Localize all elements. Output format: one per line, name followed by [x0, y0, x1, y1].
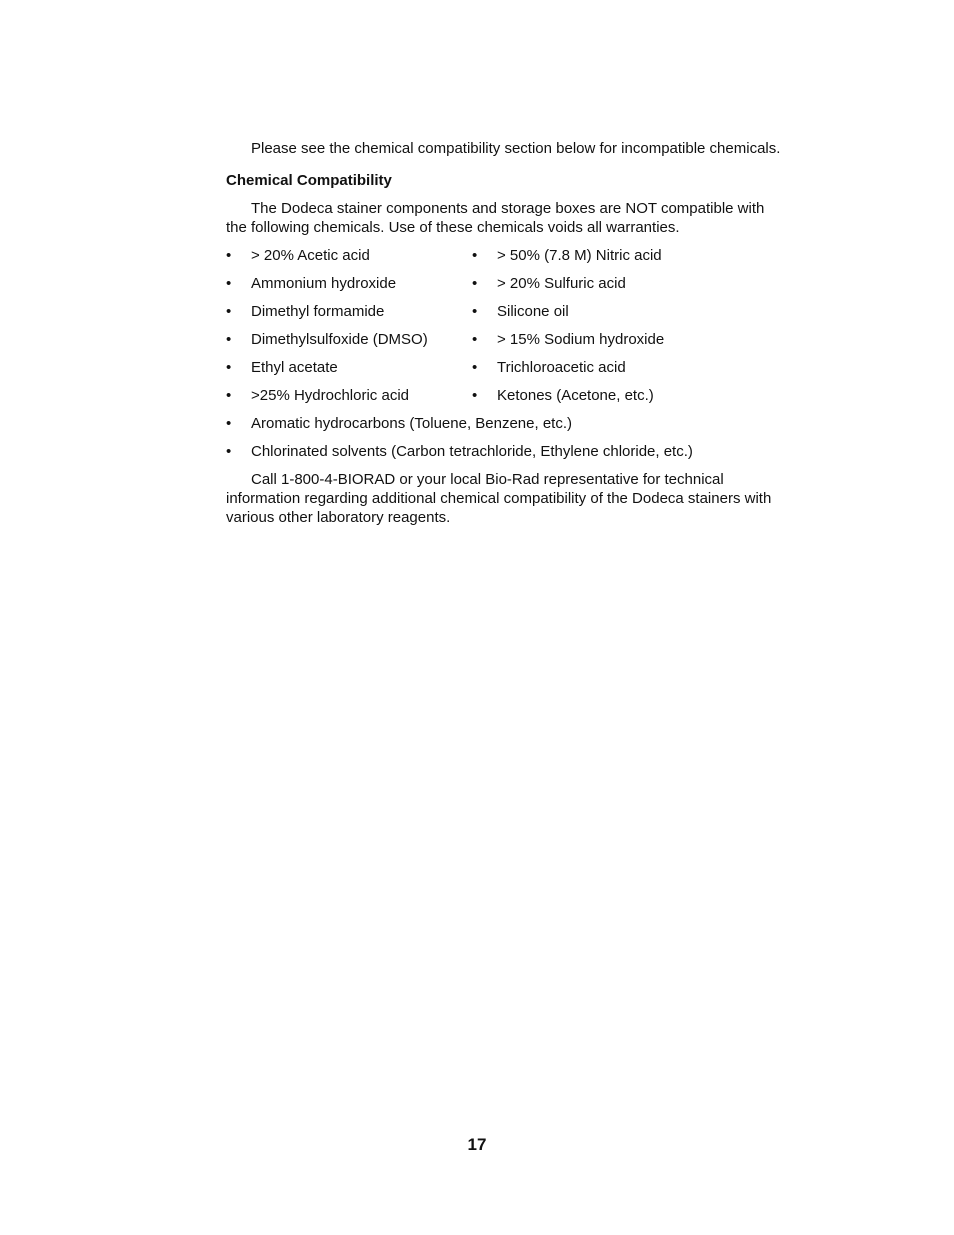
- chemical-name: Dimethyl formamide: [251, 303, 385, 320]
- chemical-name: Silicone oil: [497, 303, 569, 320]
- chemical-name: > 20% Acetic acid: [251, 247, 370, 264]
- chemical-row: [226, 302, 786, 330]
- chemical-name: > 20% Sulfuric acid: [497, 275, 626, 292]
- chemical-name: Dimethylsulfoxide (DMSO): [251, 331, 428, 348]
- chemical-row: [226, 330, 786, 358]
- chemical-name: Trichloroacetic acid: [497, 359, 626, 376]
- closing-paragraph: Call 1-800-4-BIORAD or your local Bio-Rad representative for technical information regarding additional chemical compatibility of the Dodeca stainers with various other laboratory reagents.: [226, 471, 772, 526]
- intro-line: Please see the chemical compatibility section below for incompatible chemicals.: [251, 140, 781, 157]
- compat-paragraph: The Dodeca stainer components and storage boxes are NOT compatible with the following chemicals. Use of these chemicals voids all warranties.: [226, 200, 765, 236]
- page-content: [226, 139, 786, 527]
- list-item: [226, 358, 472, 377]
- list-item: [226, 302, 472, 321]
- bullet-icon: •: [472, 331, 478, 348]
- list-item: [472, 246, 786, 265]
- chemical-row: [226, 358, 786, 386]
- list-item: [472, 358, 786, 377]
- section-heading: Chemical Compatibility: [226, 172, 392, 189]
- chemical-list: [226, 246, 786, 470]
- bullet-icon: •: [226, 415, 232, 432]
- chemical-name: > 50% (7.8 M) Nitric acid: [497, 247, 662, 264]
- bullet-icon: •: [226, 359, 232, 376]
- list-item: [472, 330, 786, 349]
- bullet-icon: •: [226, 387, 232, 404]
- bullet-icon: •: [226, 443, 232, 460]
- chemical-name: Aromatic hydrocarbons (Toluene, Benzene, etc.): [251, 415, 572, 432]
- page-number: 17: [467, 1135, 487, 1154]
- chemical-name: > 15% Sodium hydroxide: [497, 331, 665, 348]
- list-item: [226, 274, 472, 293]
- list-item: [472, 302, 786, 321]
- bullet-icon: •: [472, 275, 478, 292]
- chemical-name: Ketones (Acetone, etc.): [497, 387, 654, 404]
- chemical-name: Chlorinated solvents (Carbon tetrachloride, Ethylene chloride, etc.): [251, 443, 693, 460]
- chemical-name: Ethyl acetate: [251, 359, 338, 376]
- bullet-icon: •: [472, 247, 478, 264]
- chemical-name: Ammonium hydroxide: [251, 275, 397, 292]
- bullet-icon: •: [226, 275, 232, 292]
- bullet-icon: •: [472, 303, 478, 320]
- chemical-row: [226, 386, 786, 414]
- list-item: [226, 386, 472, 405]
- list-item: [226, 442, 786, 470]
- list-item: [226, 330, 472, 349]
- chemical-name: >25% Hydrochloric acid: [251, 387, 409, 404]
- bullet-icon: •: [472, 359, 478, 376]
- bullet-icon: •: [472, 387, 478, 404]
- bullet-icon: •: [226, 303, 232, 320]
- bullet-icon: •: [226, 331, 232, 348]
- list-item: [226, 246, 472, 265]
- chemical-row: [226, 246, 786, 274]
- bullet-icon: •: [226, 247, 232, 264]
- list-item: [472, 386, 786, 405]
- chemical-row: [226, 274, 786, 302]
- list-item: [472, 274, 786, 293]
- list-item: [226, 414, 786, 442]
